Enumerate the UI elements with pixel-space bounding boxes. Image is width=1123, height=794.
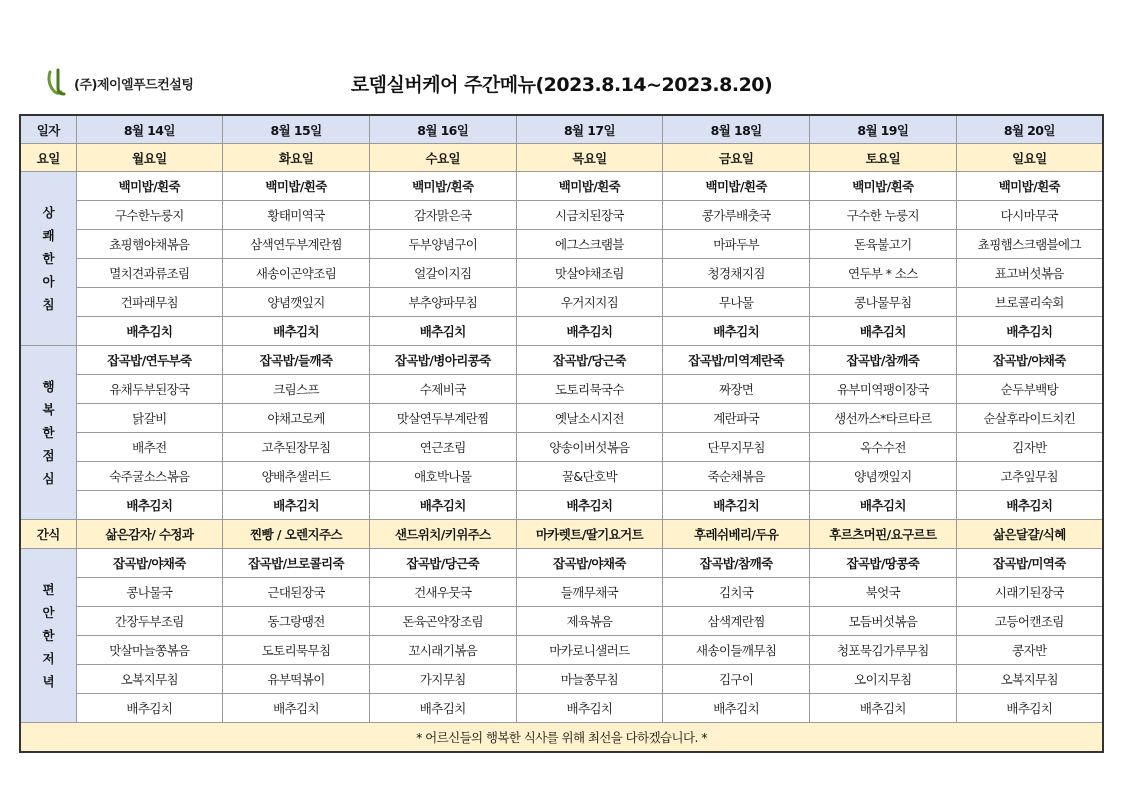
menu-cell: 닭갈비 (76, 404, 223, 433)
menu-cell: 배추김치 (956, 491, 1103, 520)
weekday-cell: 목요일 (516, 144, 663, 172)
menu-cell: 백미밥/흰죽 (369, 172, 516, 201)
menu-cell: 짜장면 (663, 375, 810, 404)
menu-cell: 돈육곤약장조림 (369, 607, 516, 636)
menu-cell: 양념깻잎지 (223, 288, 370, 317)
menu-cell: 꼬시래기볶음 (369, 636, 516, 665)
menu-cell: 간장두부조림 (76, 607, 223, 636)
breakfast-label (20, 172, 76, 346)
menu-cell: 배추전 (76, 433, 223, 462)
menu-cell: 순두부백탕 (956, 375, 1103, 404)
menu-cell: 시래기된장국 (956, 578, 1103, 607)
lunch-row (20, 462, 1103, 491)
weekday-cell: 화요일 (223, 144, 370, 172)
menu-cell: 잡곡밥/참깨죽 (810, 346, 957, 375)
weekday-cell: 월요일 (76, 144, 223, 172)
date-cell: 8월 17일 (516, 115, 663, 144)
date-cell: 8월 18일 (663, 115, 810, 144)
menu-cell: 김자반 (956, 433, 1103, 462)
weekday-cell: 일요일 (956, 144, 1103, 172)
menu-cell: 백미밥/흰죽 (223, 172, 370, 201)
menu-cell: 제육볶음 (516, 607, 663, 636)
breakfast-row (20, 230, 1103, 259)
menu-cell: 오복지무침 (76, 665, 223, 694)
date-cell: 8월 14일 (76, 115, 223, 144)
menu-cell: 콩가루배춧국 (663, 201, 810, 230)
menu-cell: 청포묵김가루무침 (810, 636, 957, 665)
menu-cell: 맛살마늘쫑볶음 (76, 636, 223, 665)
menu-cell: 잡곡밥/미역죽 (956, 549, 1103, 578)
menu-cell: 잡곡밥/야채죽 (516, 549, 663, 578)
breakfast-label-text: 상쾌한아침 (42, 205, 54, 312)
breakfast-row (20, 288, 1103, 317)
menu-cell: 배추김치 (369, 694, 516, 723)
menu-cell: 크림스프 (223, 375, 370, 404)
snack-cell: 샌드위치/키위주스 (369, 520, 516, 549)
menu-cell: 돈육불고기 (810, 230, 957, 259)
menu-cell: 유부떡볶이 (223, 665, 370, 694)
menu-cell: 맛살연두부계란찜 (369, 404, 516, 433)
menu-cell: 멸치견과류조림 (76, 259, 223, 288)
lunch-row (20, 433, 1103, 462)
menu-cell: 연근조림 (369, 433, 516, 462)
menu-cell: 옥수수전 (810, 433, 957, 462)
snack-cell: 삶은감자/ 수정과 (76, 520, 223, 549)
menu-cell: 유채두부된장국 (76, 375, 223, 404)
menu-cell: 청경채지짐 (663, 259, 810, 288)
menu-cell: 잡곡밥/연두부죽 (76, 346, 223, 375)
menu-cell: 잡곡밥/야채죽 (956, 346, 1103, 375)
menu-cell: 순살후라이드치킨 (956, 404, 1103, 433)
lunch-label (20, 346, 76, 520)
lunch-row (20, 346, 1103, 375)
menu-cell: 계란파국 (663, 404, 810, 433)
footer-row (20, 723, 1103, 753)
menu-cell: 얼갈이지짐 (369, 259, 516, 288)
menu-cell: 죽순채볶음 (663, 462, 810, 491)
weekly-menu-table (19, 114, 1104, 753)
menu-cell: 배추김치 (516, 491, 663, 520)
page-title: 로뎀실버케어 주간메뉴(2023.8.14~2023.8.20) (350, 74, 773, 96)
menu-cell: 양배추샐러드 (223, 462, 370, 491)
lunch-label-text: 행복한점심 (42, 379, 54, 486)
menu-cell: 배추김치 (223, 491, 370, 520)
menu-cell: 황태미역국 (223, 201, 370, 230)
menu-cell: 시금치된장국 (516, 201, 663, 230)
menu-cell: 배추김치 (956, 694, 1103, 723)
date-row (20, 115, 1103, 144)
menu-cell: 콩자반 (956, 636, 1103, 665)
date-label: 일자 (20, 115, 76, 144)
dinner-row (20, 665, 1103, 694)
date-cell: 8월 16일 (369, 115, 516, 144)
dinner-row (20, 636, 1103, 665)
menu-cell: 근대된장국 (223, 578, 370, 607)
menu-cell: 동그랑땡전 (223, 607, 370, 636)
lunch-row (20, 375, 1103, 404)
menu-cell: 쵸핑햄스크램블에그 (956, 230, 1103, 259)
date-cell: 8월 15일 (223, 115, 370, 144)
breakfast-row (20, 317, 1103, 346)
menu-cell: 삼색연두부계란찜 (223, 230, 370, 259)
lunch-row (20, 491, 1103, 520)
dinner-label (20, 549, 76, 723)
lunch-row (20, 404, 1103, 433)
menu-cell: 브로콜리숙회 (956, 288, 1103, 317)
snack-cell: 후르츠머핀/요구르트 (810, 520, 957, 549)
menu-cell: 배추김치 (956, 317, 1103, 346)
breakfast-row (20, 201, 1103, 230)
menu-cell: 김치국 (663, 578, 810, 607)
breakfast-row (20, 172, 1103, 201)
menu-cell: 배추김치 (76, 694, 223, 723)
menu-cell: 도토리묵국수 (516, 375, 663, 404)
menu-cell: 야채고로케 (223, 404, 370, 433)
menu-cell: 양념깻잎지 (810, 462, 957, 491)
menu-cell: 다시마무국 (956, 201, 1103, 230)
menu-cell: 건파래무침 (76, 288, 223, 317)
date-cell: 8월 19일 (810, 115, 957, 144)
weekday-cell: 수요일 (369, 144, 516, 172)
menu-cell: 잡곡밥/미역계란죽 (663, 346, 810, 375)
breakfast-row (20, 259, 1103, 288)
menu-cell: 배추김치 (663, 694, 810, 723)
menu-cell: 잡곡밥/땅콩죽 (810, 549, 957, 578)
menu-cell: 유부미역팽이장국 (810, 375, 957, 404)
menu-cell: 삼색계란찜 (663, 607, 810, 636)
menu-cell: 백미밥/흰죽 (663, 172, 810, 201)
menu-cell: 콩나물국 (76, 578, 223, 607)
menu-cell: 두부양념구이 (369, 230, 516, 259)
menu-cell: 잡곡밥/브로콜리죽 (223, 549, 370, 578)
menu-cell: 우거지지짐 (516, 288, 663, 317)
menu-cell: 잡곡밥/참깨죽 (663, 549, 810, 578)
menu-cell: 마늘쫑무침 (516, 665, 663, 694)
snack-cell: 후레쉬베리/두유 (663, 520, 810, 549)
dinner-label-text: 편안한저녁 (42, 582, 54, 689)
company-name: (주)제이엘푸드컨설팅 (74, 77, 194, 93)
weekday-cell: 토요일 (810, 144, 957, 172)
menu-cell: 배추김치 (516, 694, 663, 723)
menu-cell: 에그스크램블 (516, 230, 663, 259)
dinner-row (20, 549, 1103, 578)
date-cell: 8월 20일 (956, 115, 1103, 144)
weekday-label: 요일 (20, 144, 76, 172)
menu-cell: 단무지무침 (663, 433, 810, 462)
dinner-row (20, 607, 1103, 636)
menu-cell: 새송이들깨무침 (663, 636, 810, 665)
menu-cell: 생선까스*타르타르 (810, 404, 957, 433)
snack-label: 간식 (20, 520, 76, 549)
menu-cell: 양송이버섯볶음 (516, 433, 663, 462)
menu-cell: 맛살야채조림 (516, 259, 663, 288)
menu-cell: 마카로니샐러드 (516, 636, 663, 665)
menu-cell: 도토리묵무침 (223, 636, 370, 665)
menu-cell: 배추김치 (810, 317, 957, 346)
menu-cell: 배추김치 (369, 491, 516, 520)
menu-cell: 잡곡밥/들깨죽 (223, 346, 370, 375)
menu-cell: 연두부 * 소스 (810, 259, 957, 288)
menu-cell: 콩나물무침 (810, 288, 957, 317)
menu-cell: 고추잎무침 (956, 462, 1103, 491)
menu-cell: 들깨무채국 (516, 578, 663, 607)
menu-cell: 구수한 누룽지 (810, 201, 957, 230)
menu-cell: 백미밥/흰죽 (956, 172, 1103, 201)
menu-cell: 김구이 (663, 665, 810, 694)
dinner-row (20, 694, 1103, 723)
menu-cell: 표고버섯볶음 (956, 259, 1103, 288)
menu-cell: 꿀&단호박 (516, 462, 663, 491)
snack-cell: 마카렛트/딸기요거트 (516, 520, 663, 549)
menu-cell: 북엇국 (810, 578, 957, 607)
dinner-row (20, 578, 1103, 607)
menu-cell: 잡곡밥/병아리콩죽 (369, 346, 516, 375)
menu-cell: 구수한누룽지 (76, 201, 223, 230)
menu-cell: 가지무침 (369, 665, 516, 694)
menu-cell: 부추양파무침 (369, 288, 516, 317)
menu-cell: 백미밥/흰죽 (76, 172, 223, 201)
menu-cell: 쵸핑햄야채볶음 (76, 230, 223, 259)
menu-cell: 배추김치 (223, 317, 370, 346)
menu-cell: 배추김치 (663, 317, 810, 346)
menu-cell: 건새우뭇국 (369, 578, 516, 607)
menu-cell: 수제비국 (369, 375, 516, 404)
menu-cell: 숙주굴소스볶음 (76, 462, 223, 491)
menu-cell: 새송이곤약조림 (223, 259, 370, 288)
menu-cell: 애호박나물 (369, 462, 516, 491)
menu-cell: 잡곡밥/야채죽 (76, 549, 223, 578)
snack-cell: 찐빵 / 오렌지주스 (223, 520, 370, 549)
menu-cell: 배추김치 (810, 694, 957, 723)
menu-cell: 무나물 (663, 288, 810, 317)
menu-cell: 오복지무침 (956, 665, 1103, 694)
menu-cell: 잡곡밥/당근죽 (369, 549, 516, 578)
footer-note: * 어르신들의 행복한 식사를 위해 최선을 다하겠습니다. * (20, 723, 1103, 753)
menu-cell: 마파두부 (663, 230, 810, 259)
menu-cell: 백미밥/흰죽 (516, 172, 663, 201)
menu-cell: 배추김치 (76, 491, 223, 520)
weekday-row (20, 144, 1103, 172)
menu-cell: 모듬버섯볶음 (810, 607, 957, 636)
menu-cell: 고등어캔조림 (956, 607, 1103, 636)
menu-cell: 고추된장무침 (223, 433, 370, 462)
menu-cell: 백미밥/흰죽 (810, 172, 957, 201)
menu-cell: 배추김치 (76, 317, 223, 346)
snack-row (20, 520, 1103, 549)
menu-cell: 옛날소시지전 (516, 404, 663, 433)
menu-cell: 감자맑은국 (369, 201, 516, 230)
menu-cell: 잡곡밥/당근죽 (516, 346, 663, 375)
menu-cell: 배추김치 (663, 491, 810, 520)
snack-cell: 삶은달걀/식혜 (956, 520, 1103, 549)
menu-cell: 배추김치 (223, 694, 370, 723)
menu-cell: 오이지무침 (810, 665, 957, 694)
menu-cell: 배추김치 (369, 317, 516, 346)
menu-cell: 배추김치 (810, 491, 957, 520)
menu-cell: 배추김치 (516, 317, 663, 346)
weekday-cell: 금요일 (663, 144, 810, 172)
